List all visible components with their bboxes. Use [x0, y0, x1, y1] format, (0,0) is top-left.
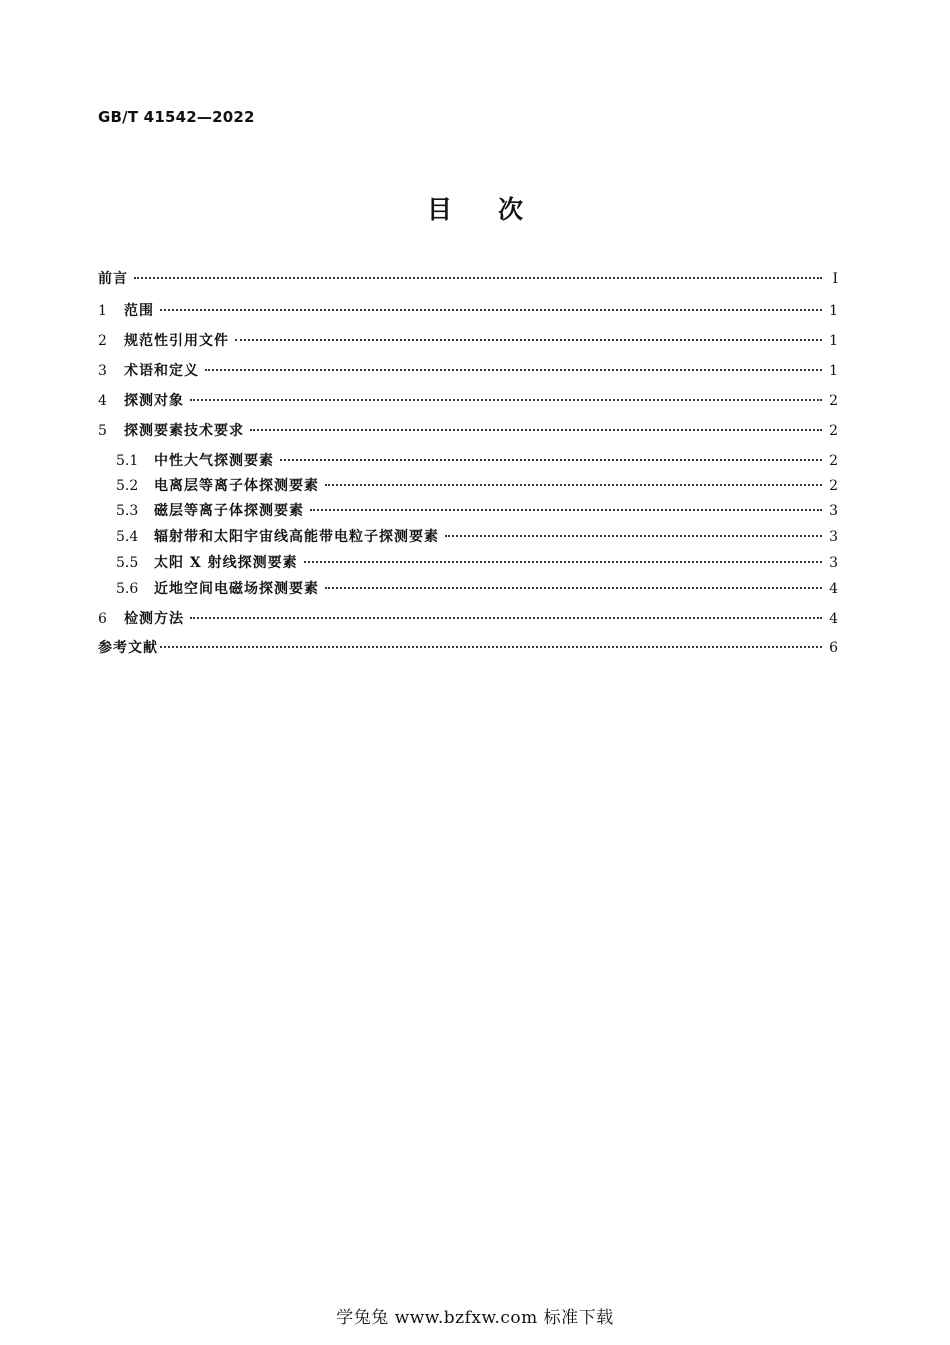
toc-entry-number: 5.4	[116, 529, 139, 545]
toc-entry-label: 检测方法	[124, 611, 184, 627]
toc-entry-page: 3	[829, 555, 838, 571]
toc-leader-dots	[235, 338, 822, 341]
toc-entry-5-3[interactable]	[98, 500, 838, 522]
toc-entry-number: 5.3	[116, 503, 139, 519]
toc-leader-dots	[280, 458, 822, 461]
toc-entry-5-6[interactable]	[98, 578, 838, 600]
toc-entry-number: 5	[98, 423, 107, 439]
toc-entry-page: 6	[829, 640, 838, 656]
toc-leader-dots	[325, 483, 822, 486]
toc-entry-bibliography[interactable]	[98, 637, 838, 659]
toc-leader-dots	[250, 428, 822, 431]
toc-entry-5-5[interactable]	[98, 552, 838, 574]
toc-entry-label: 磁层等离子体探测要素	[154, 503, 304, 519]
toc-entry-page: 4	[829, 581, 838, 597]
toc-leader-dots	[310, 508, 822, 511]
toc-entry-label: 近地空间电磁场探测要素	[154, 581, 319, 597]
toc-leader-dots	[190, 398, 822, 401]
toc-entry-number: 6	[98, 611, 107, 627]
toc-entry-number: 5.1	[116, 453, 139, 469]
toc-entry-5[interactable]	[98, 420, 838, 442]
toc-leader-dots	[134, 276, 822, 279]
toc-entry-number: 5.6	[116, 581, 139, 597]
toc-entry-5-4[interactable]	[98, 526, 838, 548]
toc-entry-number: 4	[98, 393, 107, 409]
standard-code: GB/T 41542—2022	[98, 108, 255, 126]
toc-entry-number: 3	[98, 363, 107, 379]
toc-leader-dots	[160, 308, 822, 311]
toc-entry-number: 1	[98, 303, 107, 319]
toc-entry-3[interactable]	[98, 360, 838, 382]
toc-entry-page: 4	[829, 611, 838, 627]
toc-entry-label: 术语和定义	[124, 363, 199, 379]
toc-leader-dots	[160, 645, 822, 648]
toc-entry-foreword[interactable]	[98, 268, 838, 290]
toc-entry-label: 电离层等离子体探测要素	[154, 478, 319, 494]
toc-entry-label: 太阳 X 射线探测要素	[154, 555, 298, 571]
toc-entry-page: 2	[829, 423, 838, 439]
page-title: 目次	[426, 195, 569, 224]
toc-entry-page: 3	[829, 529, 838, 545]
toc-entry-label: 规范性引用文件	[124, 333, 229, 349]
toc-entry-label: 探测要素技术要求	[124, 423, 244, 439]
toc-entry-2[interactable]	[98, 330, 838, 352]
toc-entry-4[interactable]	[98, 390, 838, 412]
toc-entry-page: 2	[829, 478, 838, 494]
toc-entry-page: 2	[829, 453, 838, 469]
toc-entry-label: 辐射带和太阳宇宙线高能带电粒子探测要素	[154, 529, 439, 545]
toc-leader-dots	[304, 560, 822, 563]
toc-entry-page: 2	[829, 393, 838, 409]
footer-watermark: 学兔兔 www.bzfxw.com 标准下载	[336, 1308, 614, 1328]
toc-entry-label: 探测对象	[124, 393, 184, 409]
toc-leader-dots	[205, 368, 822, 371]
toc-entry-5-2[interactable]	[98, 475, 838, 497]
toc-entry-page: 1	[829, 363, 838, 379]
toc-entry-number: 2	[98, 333, 107, 349]
toc-leader-dots	[190, 616, 822, 619]
toc-entry-label: 中性大气探测要素	[154, 453, 274, 469]
toc-entry-number: 5.5	[116, 555, 139, 571]
toc-leader-dots	[445, 534, 822, 537]
toc-entry-page: 3	[829, 503, 838, 519]
toc-entry-page: 1	[829, 303, 838, 319]
toc-entry-page: 1	[829, 333, 838, 349]
toc-entry-page: Ⅰ	[832, 271, 838, 287]
toc-entry-6[interactable]	[98, 608, 838, 630]
toc-entry-label: 前言	[98, 271, 128, 287]
toc-entry-1[interactable]	[98, 300, 838, 322]
toc-entry-5-1[interactable]	[98, 450, 838, 472]
toc-entry-number: 5.2	[116, 478, 139, 494]
toc-leader-dots	[325, 586, 822, 589]
toc-entry-label: 范围	[124, 303, 154, 319]
toc-entry-label: 参考文献	[98, 640, 158, 656]
